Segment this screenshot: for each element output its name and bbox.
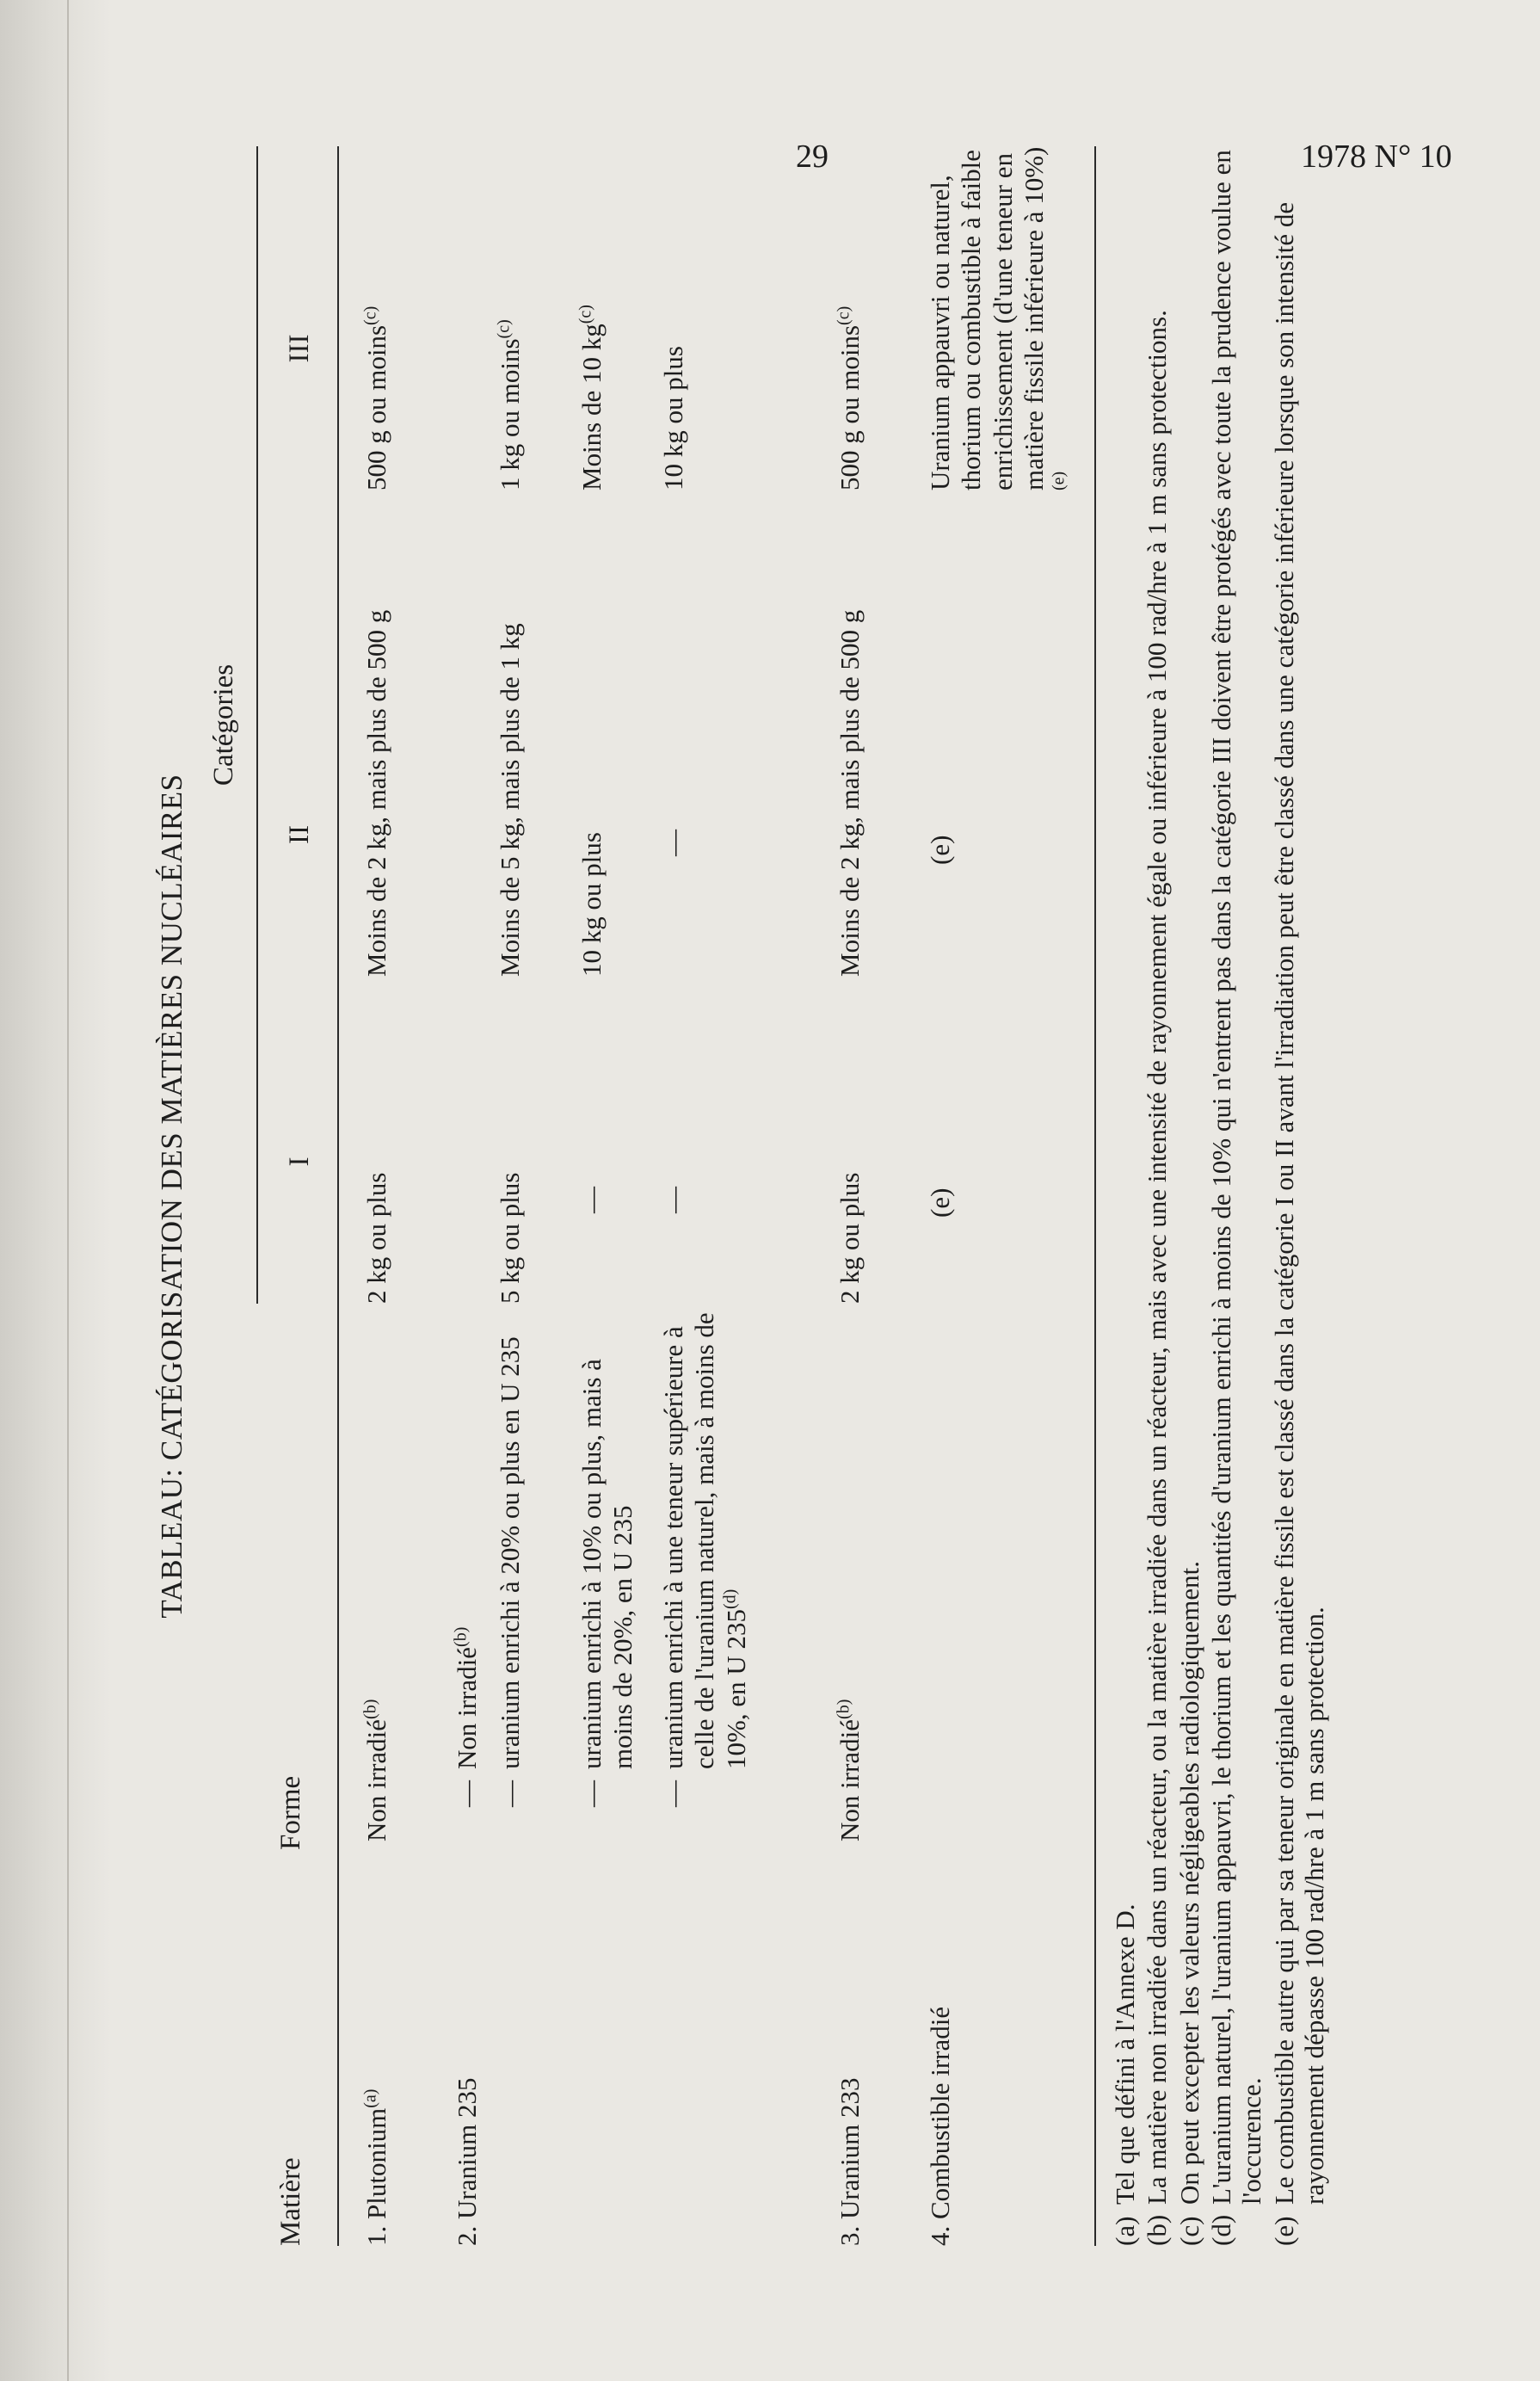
- row-2b-category-ii: 10 kg ou plus: [576, 832, 607, 977]
- row-2c-forme: [658, 1287, 752, 1807]
- binding-gutter: [0, 0, 112, 2381]
- row-2b-category-iii-text: Moins de 10 kg: [576, 324, 607, 490]
- footnote-c-text: On peut excepter les valeurs négligeables radiologiquement.: [1173, 1560, 1204, 2205]
- row-1-category-iii-text: 500 g ou moins: [361, 324, 391, 490]
- footnote-b-text: La matière non irradiée dans un réacteur, ou la matière irradiée dans un réacteur, mais avec une intensité de rayonnement égale ou inférieure à 100 rad/hre à 1 m sans protections.: [1142, 310, 1173, 2205]
- row-2b-category-iii: [576, 146, 607, 490]
- row-1-matiere: [361, 1867, 392, 2246]
- footnote-a: [1110, 146, 1140, 2246]
- table-bottom-rule: [1094, 146, 1096, 2246]
- footnote-c: [1174, 146, 1204, 2246]
- row-2a-forme: [495, 1287, 526, 1807]
- footnote-e: [1269, 146, 1330, 2246]
- rotated-table-page: [155, 146, 1377, 2246]
- page-number: 29: [796, 139, 829, 175]
- row-2c-category-ii: —: [658, 830, 688, 856]
- row-3-category-iii: [835, 146, 865, 490]
- row-2b-category-i: —: [576, 1187, 607, 1213]
- row-4-matiere: 4. Combustible irradié: [925, 2006, 955, 2246]
- row-1-category-i: 2 kg ou plus: [361, 1172, 391, 1304]
- footnote-d-text: L'uranium naturel, l'uranium appauvri, le thorium et les quantités d'uranium enrichi à moins de 10% qui n'entrent pas dans la catégorie III doivent être protégés avec toute la prudence voulue en l'occurence.: [1205, 150, 1267, 2205]
- header-category-i: I: [284, 1157, 315, 1167]
- row-4-category-iii-note: (e): [1049, 471, 1069, 490]
- row-3-category-iii-text: 500 g ou moins: [835, 324, 865, 490]
- footnote-e-text: Le combustible autre qui par sa teneur originale en matière fissile est classé dans la catégorie I ou II avant l'irradiation peut être classé dans une catégorie inférieure lorsque son intensité de rayonnement dépasse 100 rad/hre à 1 m sans protection.: [1268, 201, 1329, 2205]
- row-4-category-ii: (e): [925, 835, 955, 865]
- header-categories: Catégories: [208, 663, 239, 786]
- row-2-forme-text: Non irradié: [452, 1646, 482, 1769]
- row-2-matiere: 2. Uranium 235: [452, 2077, 482, 2246]
- row-2c-category-iii: 10 kg ou plus: [658, 346, 688, 490]
- row-1-matiere-note: (a): [360, 2088, 380, 2108]
- row-4-category-i: (e): [925, 1187, 955, 1218]
- header-category-ii: II: [284, 825, 315, 844]
- row-2c-forme-text: uranium enrichi à une teneur supérieure à celle de l'uranium naturel, mais à moins de 10%, en U 235: [658, 1312, 751, 1769]
- row-2b-category-iii-note: (c): [576, 305, 595, 324]
- row-3-category-iii-note: (c): [834, 305, 853, 325]
- row-4-category-iii-text: Uranium appauvri ou naturel, thorium ou combustible à faible enrichissement (d'une teneur en matière fissile inférieure à 10%): [925, 146, 1049, 490]
- row-2a-forme-dash: —: [495, 1780, 525, 1807]
- row-2b-forme-dash: —: [576, 1780, 607, 1807]
- footnote-a-letter: (a): [1110, 2216, 1140, 2246]
- row-2c-forme-dash: —: [658, 1780, 688, 1807]
- row-2c-forme-note: (d): [720, 1588, 740, 1610]
- row-3-category-ii: Moins de 2 kg, mais plus de 500 g: [835, 609, 865, 977]
- issue-reference: 1978 N° 10: [1301, 139, 1452, 175]
- row-2a-category-iii: [495, 146, 526, 490]
- footnote-b-letter: (b): [1142, 2214, 1173, 2246]
- row-4-category-iii: [925, 146, 1081, 490]
- row-2-forme: [452, 1287, 483, 1807]
- row-1-forme: [361, 1325, 392, 1841]
- header-bottom-rule: [337, 146, 339, 2246]
- row-3-forme-note: (b): [834, 1699, 853, 1719]
- binding-edge-line: [67, 0, 69, 2381]
- row-3-category-i: 2 kg ou plus: [835, 1172, 865, 1304]
- header-forme: Forme: [275, 1775, 306, 1850]
- row-3-forme-text: Non irradié: [835, 1718, 865, 1841]
- row-1-category-ii: Moins de 2 kg, mais plus de 500 g: [361, 609, 391, 977]
- footnote-c-letter: (c): [1173, 2216, 1204, 2246]
- row-2a-category-ii: Moins de 5 kg, mais plus de 1 kg: [495, 623, 525, 977]
- row-3-forme: [835, 1325, 865, 1841]
- row-2b-forme-text: uranium enrichi à 10% ou plus, mais à moins de 20%, en U 235: [576, 1359, 638, 1769]
- row-2a-category-i: 5 kg ou plus: [495, 1172, 525, 1304]
- row-1-forme-text: Non irradié: [361, 1718, 391, 1841]
- row-1-forme-note: (b): [360, 1699, 380, 1719]
- footnote-b: [1142, 146, 1172, 2246]
- footnote-d: [1206, 146, 1267, 2246]
- row-1-matiere-text: 1. Plutonium: [361, 2107, 391, 2246]
- row-2a-forme-text: uranium enrichi à 20% ou plus en U 235: [495, 1336, 525, 1769]
- footnotes: [1110, 146, 1331, 2246]
- row-2a-category-iii-text: 1 kg ou moins: [495, 338, 525, 490]
- row-2a-category-iii-note: (c): [494, 319, 514, 339]
- row-2-forme-dash: —: [452, 1780, 482, 1807]
- categories-rule: [256, 146, 258, 1304]
- footnote-a-text: Tel que défini à l'Annexe D.: [1110, 1903, 1140, 2205]
- footnote-e-letter: (e): [1268, 2216, 1299, 2246]
- row-1-category-iii-note: (c): [360, 305, 380, 325]
- table-title: TABLEAU: CATÉGORISATION DES MATIÈRES NUCLÉAIRES: [155, 774, 188, 1619]
- row-2-forme-note: (b): [451, 1626, 471, 1647]
- row-2b-forme: [576, 1287, 639, 1807]
- header-matiere: Matière: [275, 2157, 306, 2246]
- row-2c-category-i: —: [658, 1187, 688, 1213]
- header-category-iii: III: [284, 334, 315, 363]
- row-3-matiere: 3. Uranium 233: [835, 2077, 865, 2246]
- row-1-category-iii: [361, 146, 392, 490]
- footnote-d-letter: (d): [1205, 2214, 1236, 2246]
